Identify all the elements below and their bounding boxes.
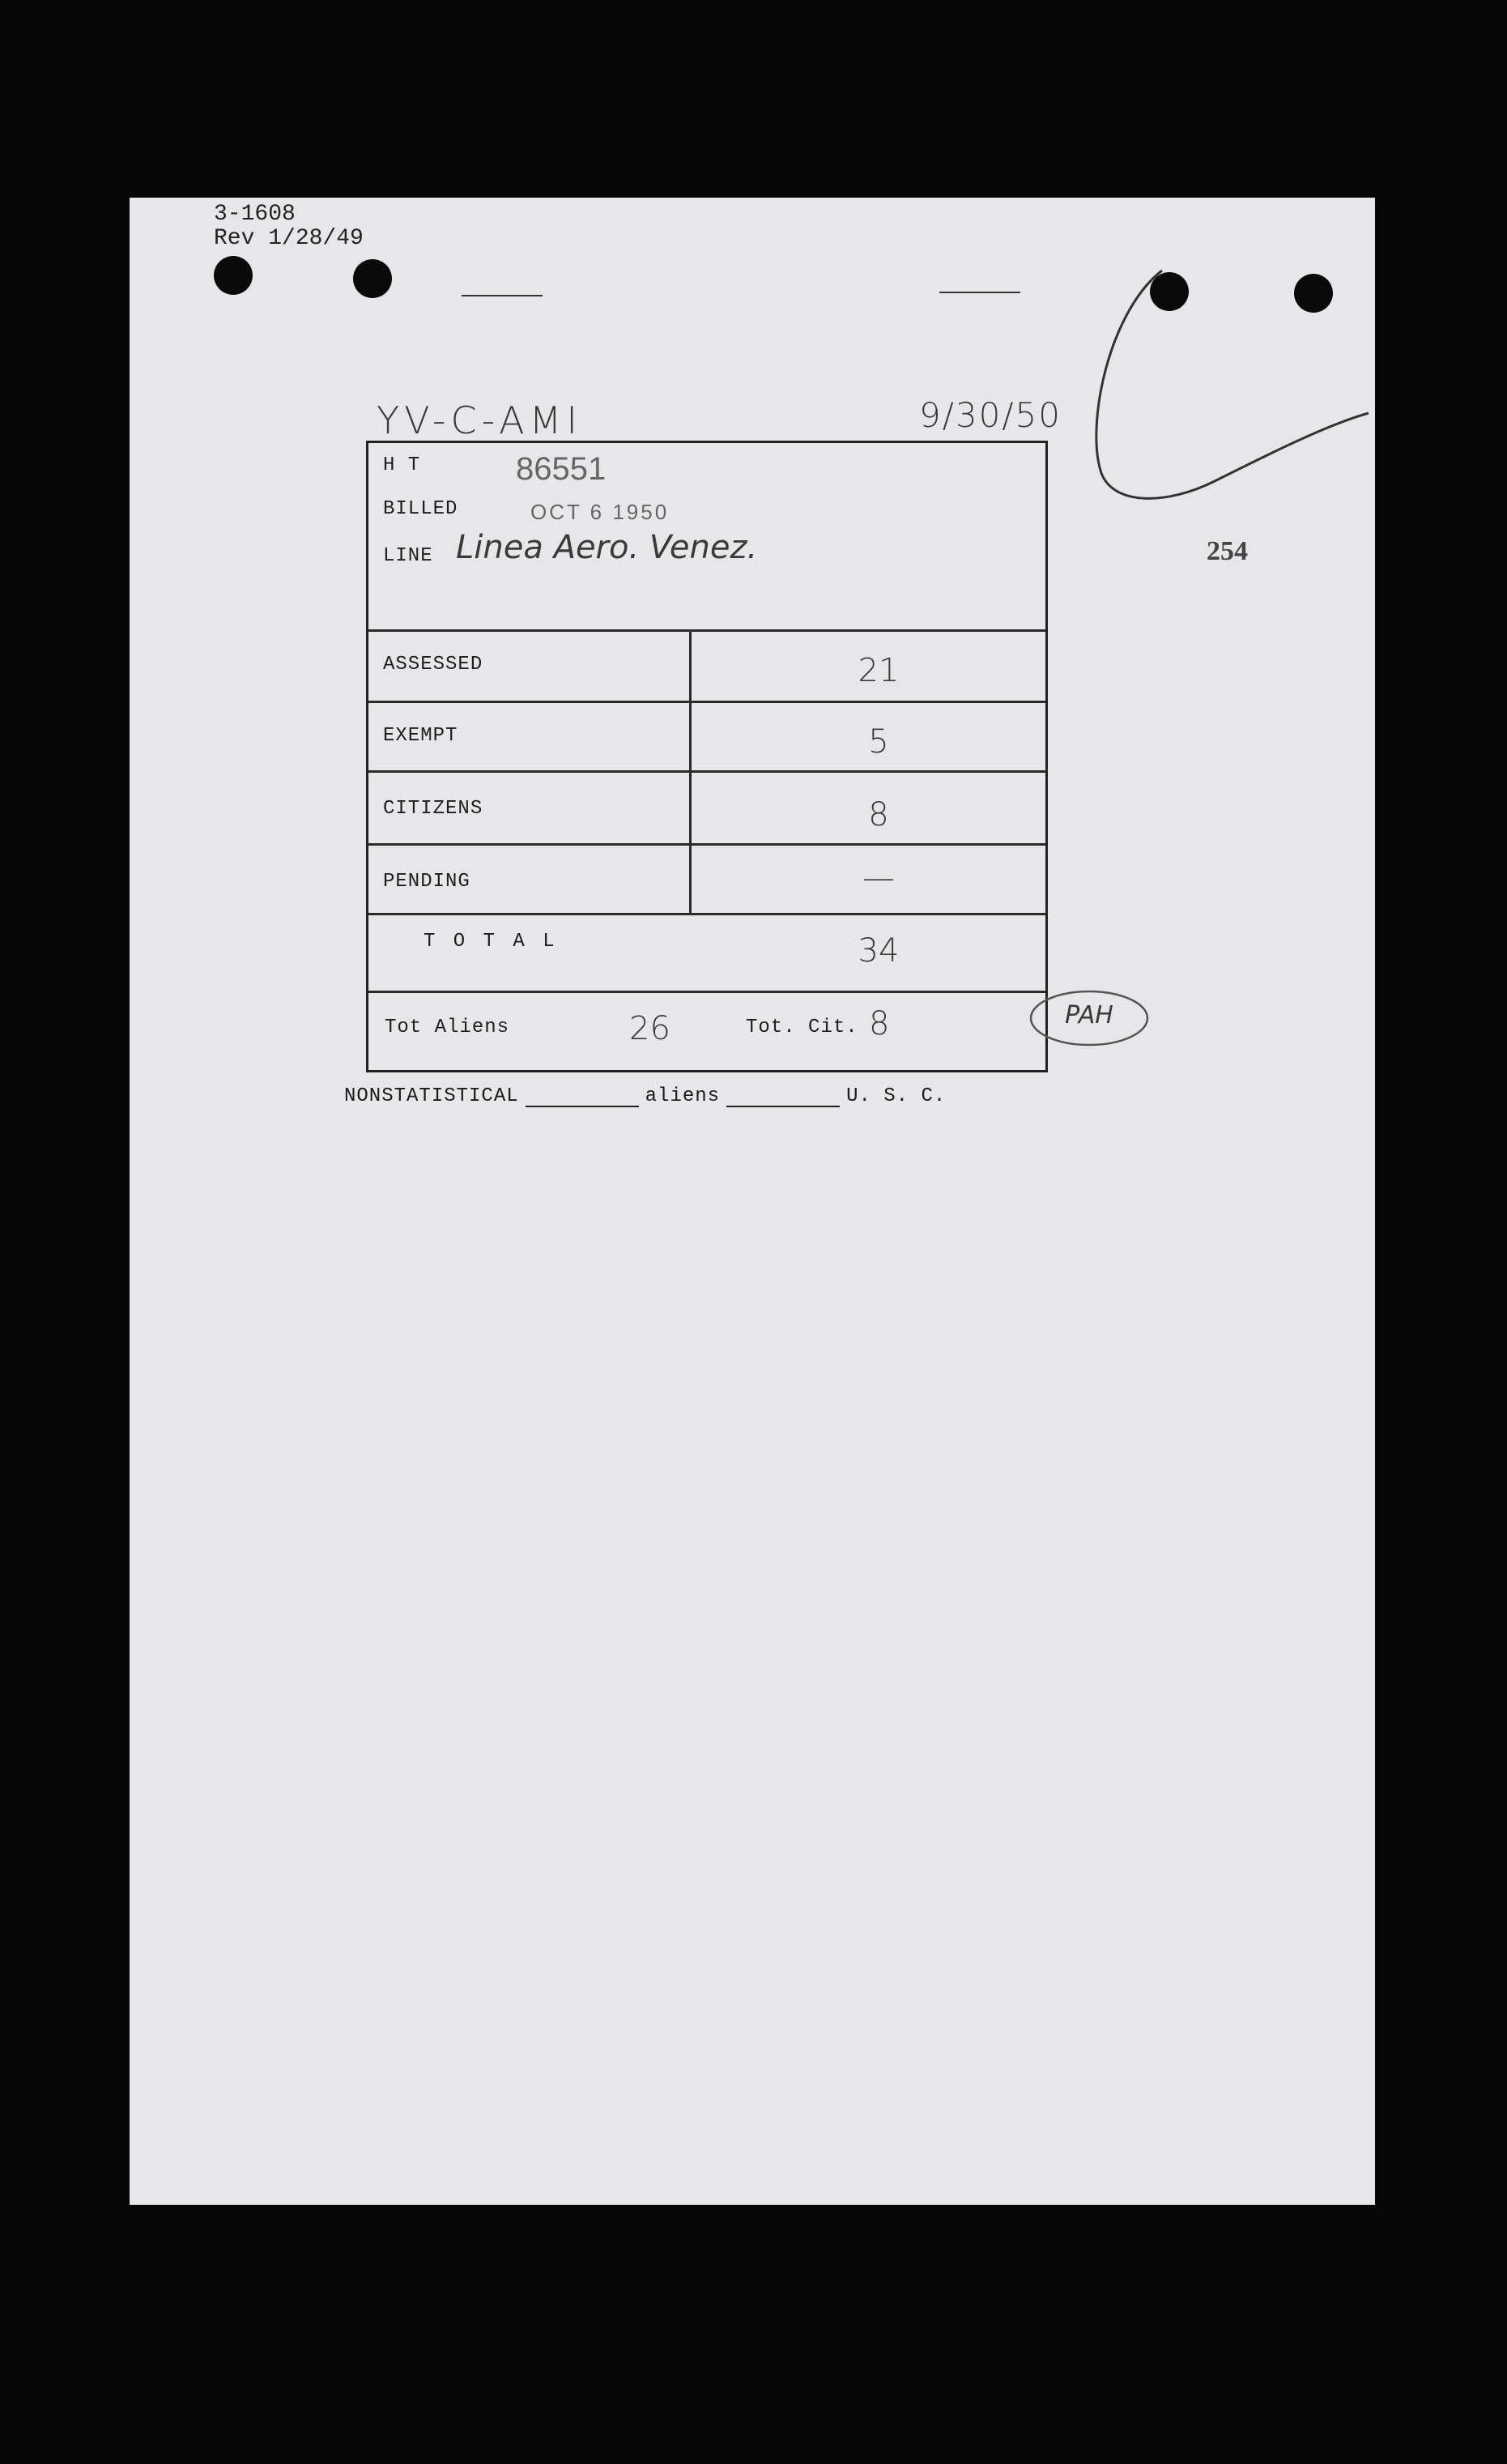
initials-mark	[1028, 988, 1150, 1048]
total-label: T O T A L	[424, 931, 558, 953]
divider	[368, 629, 1045, 632]
nonstatistical-label: NONSTATISTICAL	[344, 1085, 519, 1107]
usc-blank	[726, 1091, 840, 1107]
initials-text: PAH	[1065, 1001, 1113, 1030]
column-divider	[689, 629, 692, 914]
aliens-label: aliens	[645, 1085, 721, 1107]
registration-handwritten: YV-C-AMI	[377, 399, 582, 442]
usc-label: U. S. C.	[846, 1085, 947, 1107]
billed-date-stamp: OCT 6 1950	[530, 500, 670, 524]
billed-label: BILLED	[383, 498, 458, 520]
divider	[368, 913, 1045, 915]
tot-cit-value: 8	[869, 1005, 890, 1042]
form-number: 3-1608	[214, 202, 296, 227]
total-value: 34	[858, 932, 900, 970]
line-label: LINE	[383, 545, 433, 567]
punch-hole	[353, 259, 392, 298]
divider	[368, 843, 1045, 846]
tot-aliens-label: Tot Aliens	[385, 1017, 510, 1038]
guide-mark	[462, 295, 543, 296]
guide-mark	[939, 292, 1020, 293]
exempt-label: EXEMPT	[383, 725, 458, 747]
aliens-blank	[526, 1091, 639, 1107]
divider	[368, 770, 1045, 773]
date-handwritten: 9/30/50	[919, 395, 1062, 435]
citizens-label: CITIZENS	[383, 798, 483, 820]
citizens-value: 8	[868, 796, 889, 833]
ht-label: H T	[383, 454, 421, 476]
punch-hole	[214, 256, 253, 295]
divider	[368, 991, 1045, 993]
tally-form	[366, 441, 1048, 1072]
pencil-curve-mark	[1053, 262, 1377, 716]
airline-handwritten: Linea Aero. Venez.	[456, 529, 758, 566]
nonstatistical-line	[344, 1085, 946, 1107]
assessed-label: ASSESSED	[383, 654, 483, 676]
tot-cit-label: Tot. Cit.	[746, 1017, 858, 1038]
tot-aliens-value: 26	[629, 1010, 670, 1047]
form-code	[214, 202, 364, 251]
form-page	[130, 198, 1375, 2205]
pending-value: —	[862, 859, 895, 897]
assessed-value: 21	[858, 652, 900, 689]
divider	[368, 701, 1045, 703]
ht-number: 86551	[516, 451, 607, 487]
pending-label: PENDING	[383, 871, 470, 893]
page-number: 254	[1207, 536, 1248, 566]
exempt-value: 5	[868, 723, 889, 761]
form-revision: Rev 1/28/49	[214, 226, 364, 251]
